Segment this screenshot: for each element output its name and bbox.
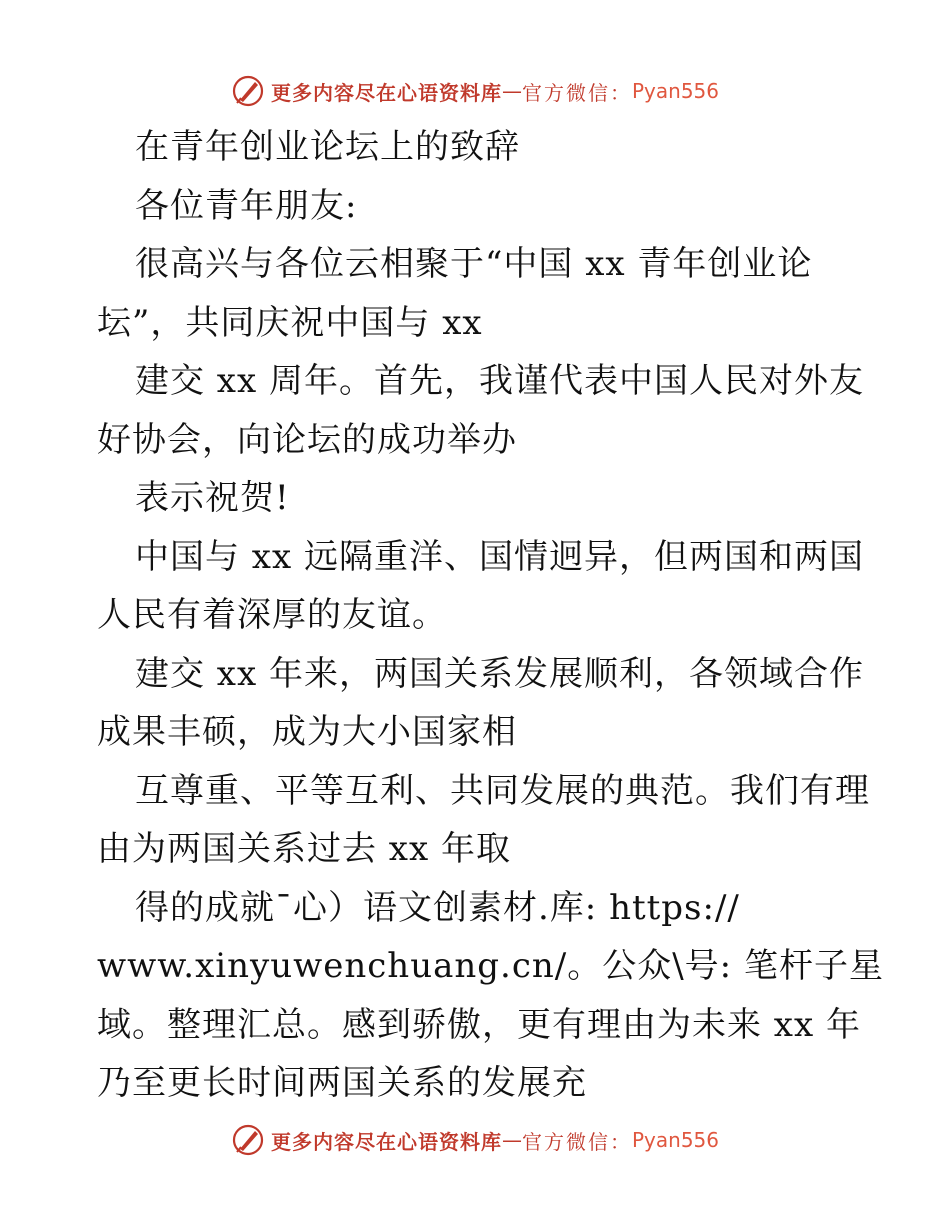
document-line: 得的成就¯心）语文创素材.库: https:// bbox=[135, 887, 740, 928]
banner-brand-text: 更多内容尽在心语资料库 bbox=[270, 80, 502, 105]
document-line: 各位青年朋友: bbox=[135, 185, 358, 226]
quill-pen-logo-icon bbox=[231, 1123, 265, 1157]
document-line: 好协会，向论坛的成功举办 bbox=[97, 419, 517, 460]
document-line: 成果丰硕，成为大小国家相 bbox=[97, 712, 517, 752]
footer-watermark-banner bbox=[0, 1120, 950, 1160]
document-line: 互尊重、平等互利、共同发展的典范。我们有理 bbox=[135, 770, 870, 811]
document-line: 坛”，共同庆祝中国与 xx bbox=[97, 302, 483, 343]
banner-separator: — bbox=[501, 1128, 522, 1152]
document-line: 表示祝贺! bbox=[135, 478, 290, 518]
document-line: 中国与 xx 远隔重洋、国情迥异，但两国和两国 bbox=[135, 536, 864, 577]
document-line: 域。整理汇总。感到骄傲，更有理由为未来 xx 年 bbox=[97, 1004, 861, 1045]
banner-wechat-id: Pyan556 bbox=[631, 1128, 719, 1152]
document-line: 在青年创业论坛上的致辞 bbox=[135, 127, 520, 167]
document-line: 很高兴与各位云相聚于“中国 xx 青年创业论 bbox=[135, 244, 813, 284]
banner-brand-text: 更多内容尽在心语资料库 bbox=[270, 1129, 502, 1154]
document-line: 乃至更长时间两国关系的发展充 bbox=[97, 1063, 587, 1103]
document-line: 由为两国关系过去 xx 年取 bbox=[97, 829, 511, 869]
header-watermark-banner bbox=[0, 71, 950, 111]
document-line: www.xinyuwenchuang.cn/。公众\号: 笔杆子星 bbox=[97, 946, 884, 986]
document-line: 建交 xx 年来，两国关系发展顺利，各领域合作 bbox=[135, 653, 864, 694]
document-body bbox=[97, 118, 884, 1113]
document-line: 人民有着深厚的友谊。 bbox=[97, 595, 447, 635]
quill-pen-logo-icon bbox=[231, 74, 265, 108]
banner-wechat-label: 官方微信： bbox=[521, 80, 632, 105]
banner-wechat-id: Pyan556 bbox=[631, 79, 719, 103]
banner-wechat-label: 官方微信： bbox=[521, 1129, 632, 1154]
document-line: 建交 xx 周年。首先，我谨代表中国人民对外友 bbox=[135, 361, 864, 401]
banner-separator: — bbox=[501, 79, 522, 103]
